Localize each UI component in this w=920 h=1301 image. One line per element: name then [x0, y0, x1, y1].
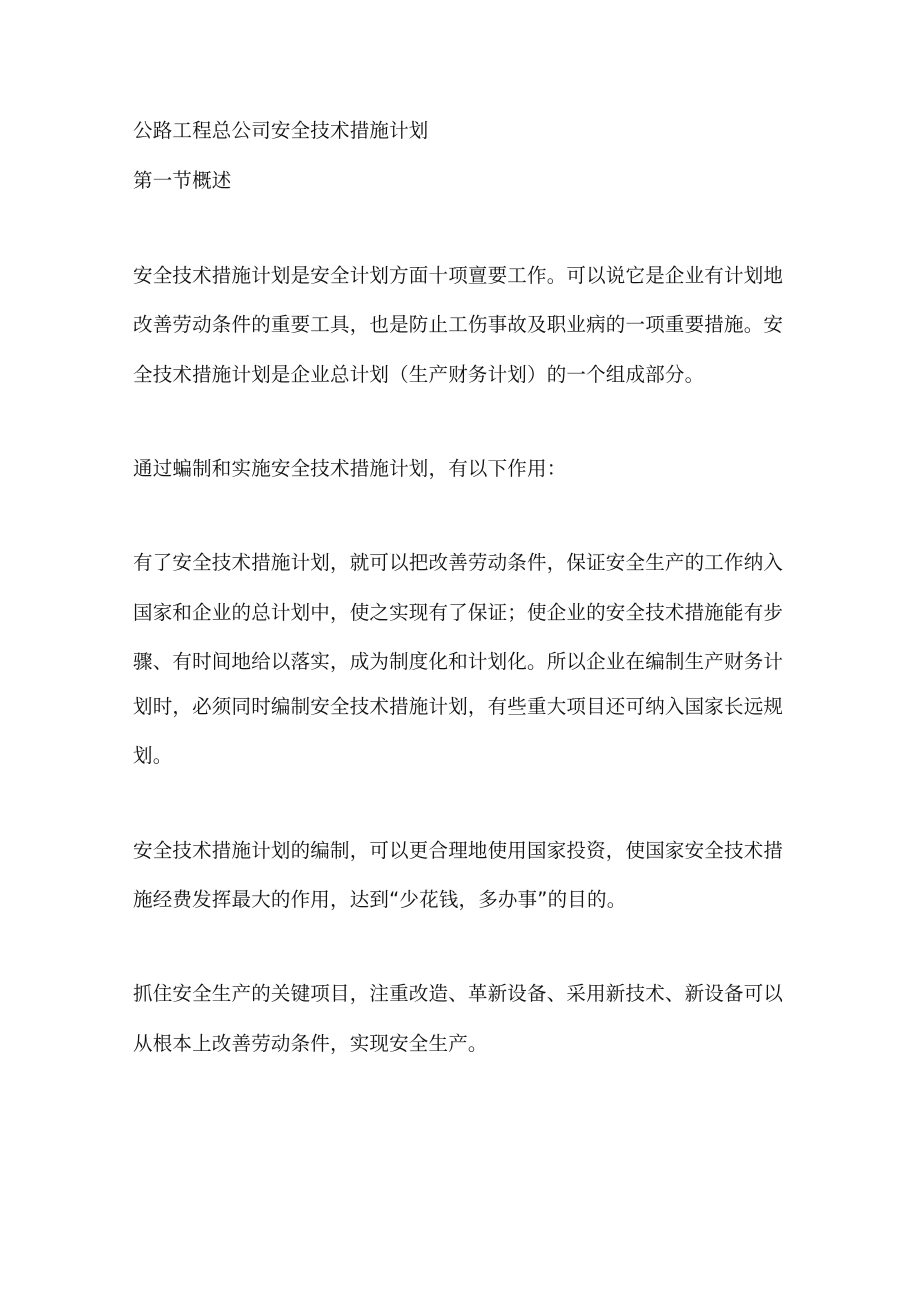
paragraph-line: 全技术措施计划是企业总计划（生产财务计划）的一个组成部分。 [133, 363, 705, 386]
paragraph-line: 划。 [133, 744, 173, 767]
paragraph-line: 安全技术措施计划的编制，可以更合理地使用国家投资，使国家安全技术措 [133, 839, 784, 862]
paragraph-line: 安全技术措施计划是安全计划方面十项亶要工作。可以说它是企业有计划地 [133, 264, 784, 287]
paragraph-line: 施经费发挥最大的作用，达到“少花钱，多办事”的目的。 [133, 888, 627, 911]
paragraph-line: 通过蝙制和实施安全技术措施计划，有以下作用： [133, 457, 567, 480]
paragraph-line: 有了安全技术措施计划，就可以把改善劳动条件，保证安全生产的工作纳入 [133, 551, 784, 574]
document-title: 公路工程总公司安全技术措施计划 [133, 119, 429, 142]
paragraph-line: 改善劳动条件的重要工具，也是防止工伤事故及职业病的一项重要措施。安 [133, 313, 784, 336]
paragraph-line: 从根本上改善劳动条件，实现安全生产。 [133, 1032, 488, 1055]
section-heading: 第一节概述 [133, 169, 232, 192]
paragraph-line: 骤、有时间地给以落实，成为制度化和计划化。所以企业在编制生产财务计 [133, 650, 784, 673]
paragraph-line: 国家和企业的总计划中，使之实现有了保证；使企业的安全技术措施能有步 [133, 601, 784, 624]
paragraph-line: 抓住安全生产的关键项目，注重改造、革新设备、采用新技术、新设备可以 [133, 982, 784, 1005]
paragraph-line: 划时，必须同时编制安全技术措施计划，有些重大项目还可纳入国家长远规 [133, 695, 784, 718]
